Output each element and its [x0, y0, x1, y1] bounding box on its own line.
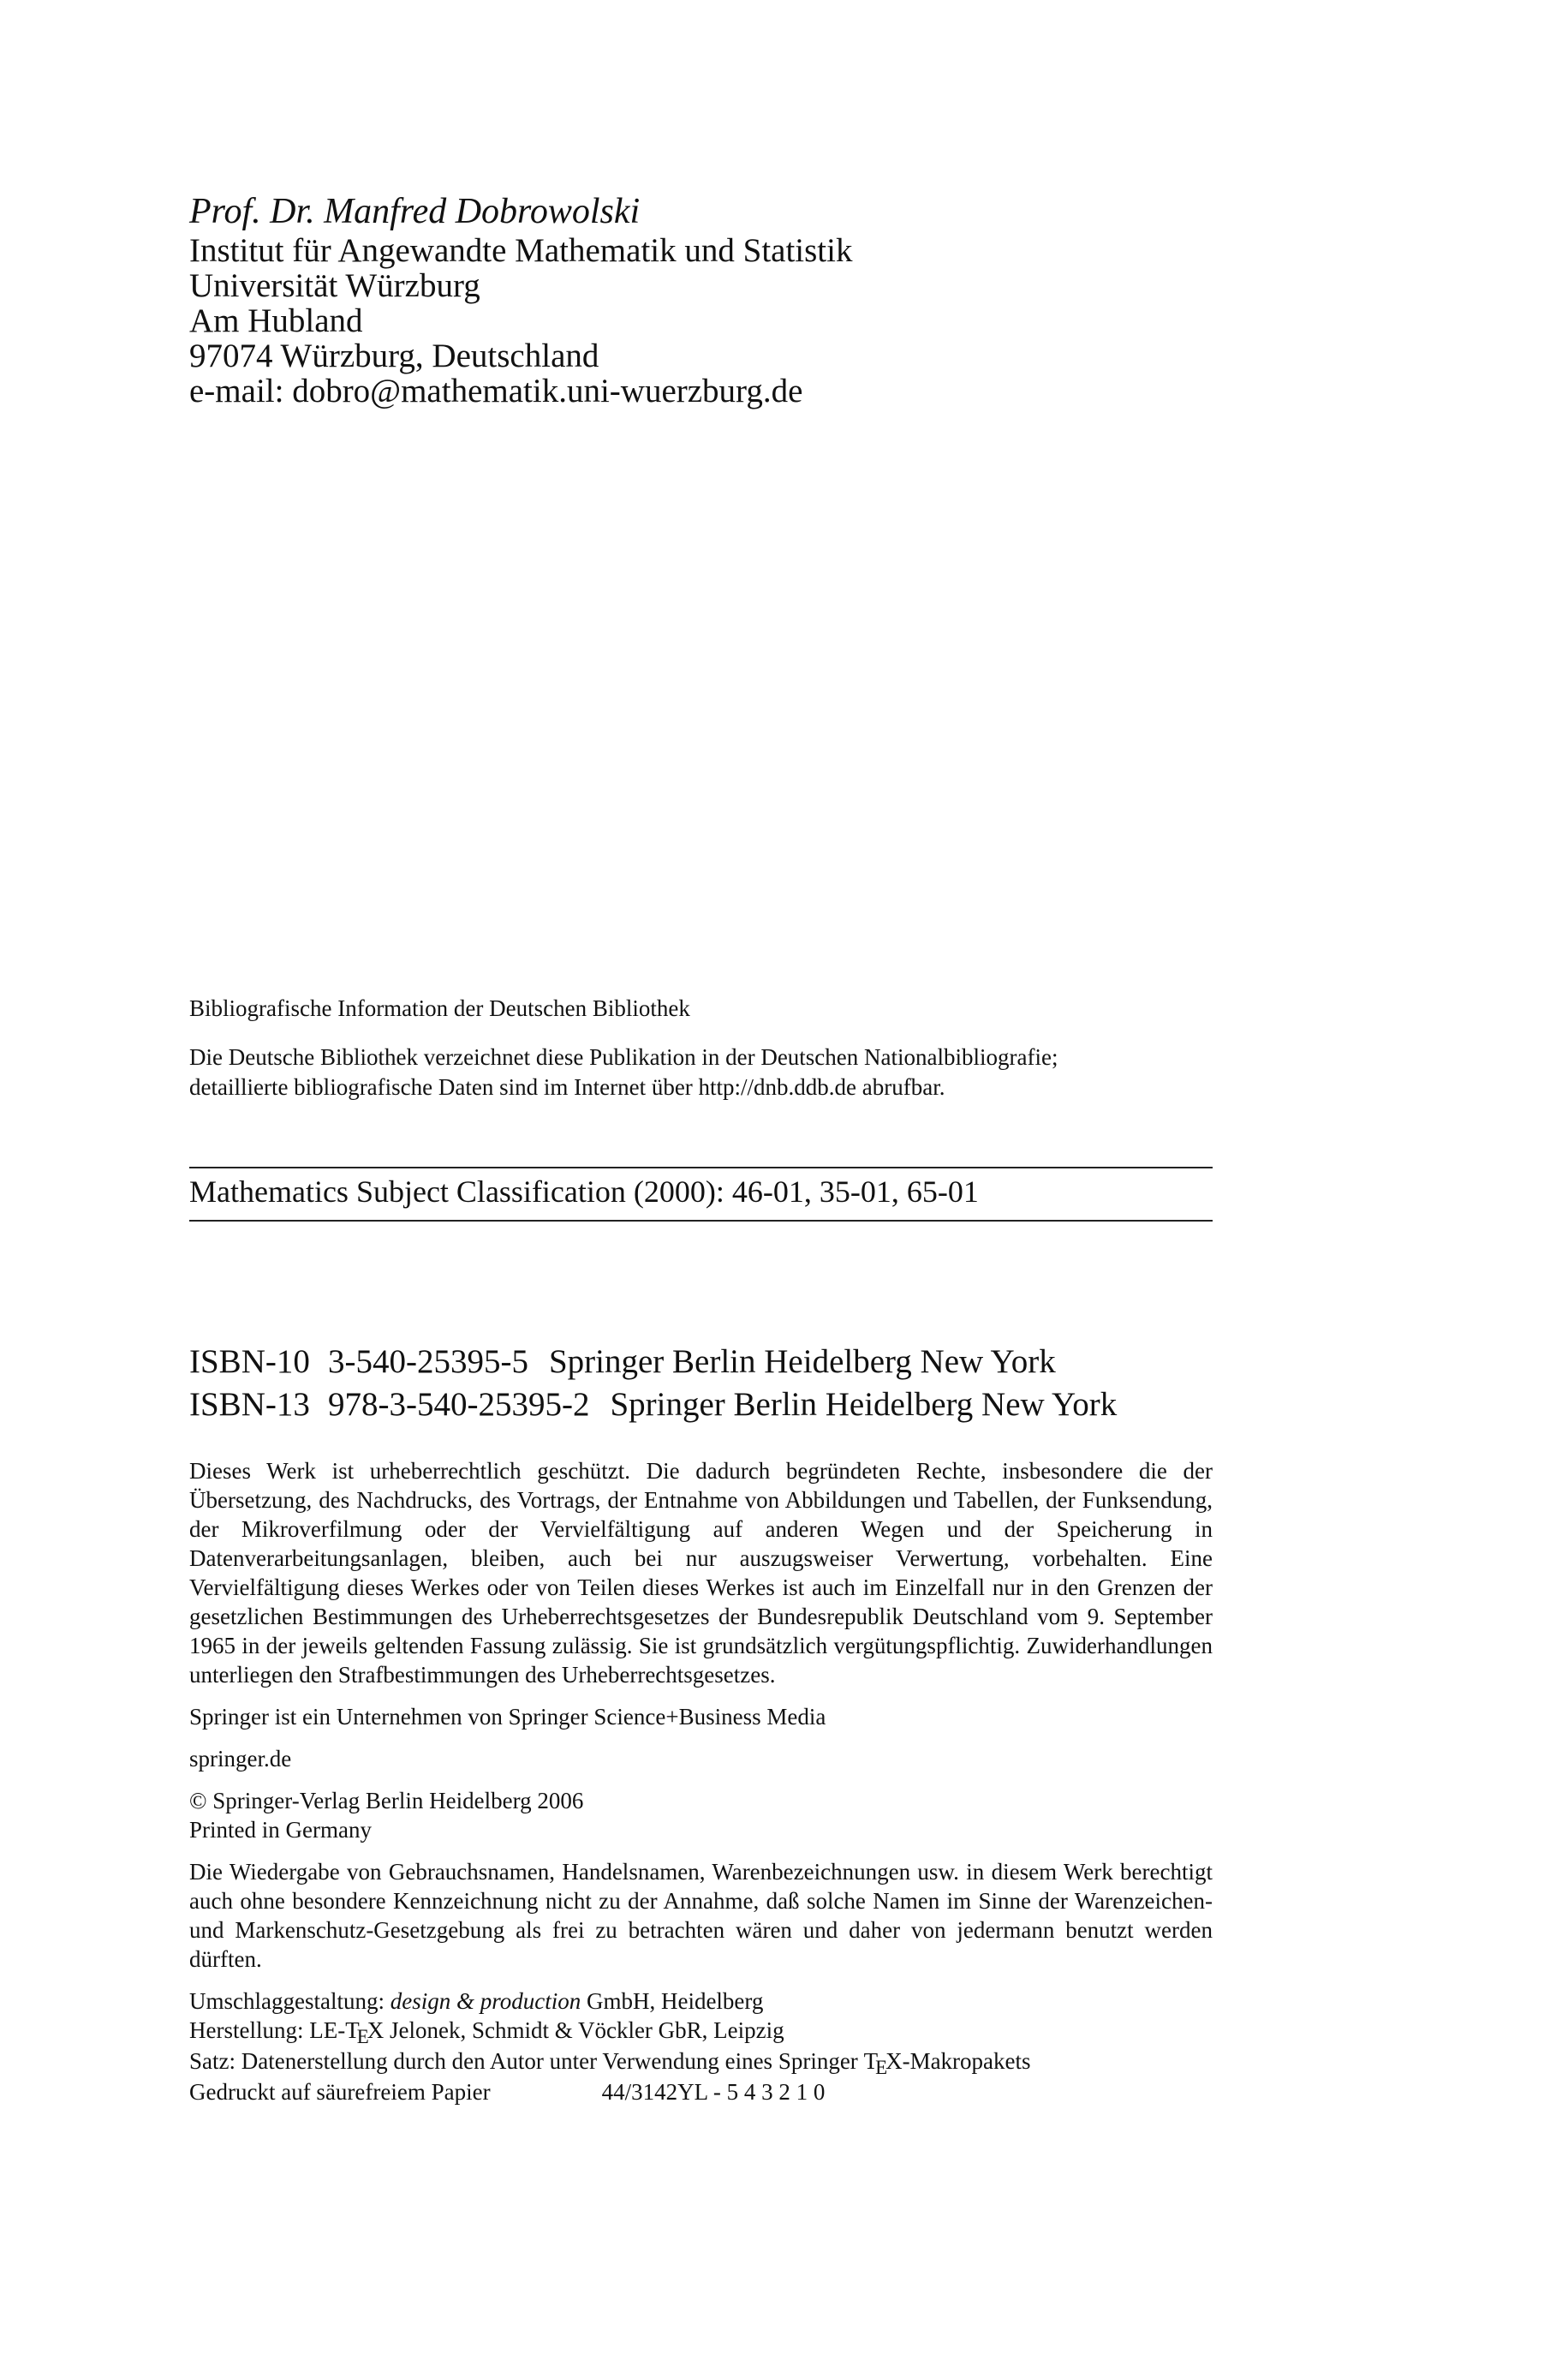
isbn-10-row [189, 1341, 1217, 1383]
author-street: Am Hubland [189, 302, 363, 339]
isbn-10-label: ISBN-10 [189, 1343, 310, 1380]
copyright-block [189, 1786, 1213, 1844]
isbn-block [189, 1341, 1217, 1426]
paper-line: Gedruckt auf säurefreiem Papier 44/3142YL - 5 4 3 2 1 0 [189, 2079, 826, 2105]
trademark-notice: Die Wiedergabe von Gebrauchsnamen, Handelsnamen, Warenbezeichnungen usw. in diesem Werk berechtigt auch ohne besondere Kennzeichnung nicht zu der Annahme, daß solche Namen im Sinne der Warenzeichen- und Markenschutz-Gesetzgebung als frei zu betrachten wären und daher von jedermann benutzt werden dürften. [189, 1859, 1213, 1972]
print-code: 44/3142YL - 5 4 3 2 1 0 [601, 2079, 826, 2105]
isbn-13-label: ISBN-13 [189, 1386, 310, 1423]
author-institute: Institut für Angewandte Mathematik und Statistik [189, 232, 853, 269]
biblio-heading: Bibliografische Information der Deutschen Bibliothek [189, 995, 690, 1021]
copyright-notice: Dieses Werk ist urheberrechtlich geschützt. Die dadurch begründeten Rechte, insbesondere die der Übersetzung, des Nachdrucks, des Vortrags, der Entnahme von Abbildungen und Tabellen, der Funksendung, der Mikroverfilmung oder der Vervielfältigung auf anderen Wegen und der Speicherung in Datenverarbeitungsanlagen, bleiben, auch bei nur auszugsweiser Verwertung, vorbehalten. Eine Vervielfältigung dieses Werkes oder von Teilen dieses Werkes ist auch im Einzelfall nur in den Grenzen der gesetzlichen Bestimmungen des Urheberrechtsgesetzes der Bundesrepublik Deutschland vom 9. September 1965 in der jeweils geltenden Fassung zulässig. Sie ist grundsätzlich vergütungspflichtig. Zuwiderhandlungen unterliegen den Strafbestimmungen des Urheberrechtsgesetzes. [189, 1458, 1213, 1688]
isbn-13-number: 978-3-540-25395-2 [328, 1386, 590, 1423]
production-line: Herstellung: $LE-T_EX$ Jelonek, Schmidt & Vöckler GbR, Leipzig [189, 2017, 784, 2047]
cover-design-line: Umschlaggestaltung: design & production GmbH, Heidelberg [189, 1988, 764, 2014]
copyright-line: © Springer-Verlag Berlin Heidelberg 2006 [189, 1788, 584, 1813]
author-name: Prof. Dr. Manfred Dobrowolski [189, 192, 641, 231]
biblio-line-1: Die Deutsche Bibliothek verzeichnet diese Publikation in der Deutschen Nationalbibliografie; [189, 1044, 1058, 1070]
legal-notices [189, 1456, 1213, 2119]
author-city: 97074 Würzburg, Deutschland [189, 338, 599, 374]
website: springer.de [189, 1746, 292, 1772]
msc-classification: Mathematics Subject Classification (2000): 46-01, 35-01, 65-01 [189, 1174, 979, 1209]
msc-top-rule [189, 1167, 1213, 1168]
bibliographic-info [189, 994, 1217, 1102]
springer-company: Springer ist ein Unternehmen von Springer Science+Business Media [189, 1704, 826, 1730]
msc-bottom-rule [189, 1220, 1213, 1222]
imprint-block [189, 1987, 1213, 2106]
printed-in: Printed in Germany [189, 1817, 372, 1843]
isbn-10-number: 3-540-25395-5 [328, 1343, 528, 1380]
author-address [189, 190, 1217, 409]
isbn-13-row [189, 1383, 1217, 1426]
author-email: e-mail: dobro@mathematik.uni-wuerzburg.de [189, 373, 803, 409]
isbn-10-publisher: Springer Berlin Heidelberg New York [548, 1343, 1056, 1380]
cover-design-name: design & production [390, 1988, 581, 2014]
biblio-line-2: detaillierte bibliografische Daten sind im Internet über http://dnb.ddb.de abrufbar. [189, 1074, 945, 1100]
isbn-13-publisher: Springer Berlin Heidelberg New York [610, 1386, 1118, 1423]
typesetting-line: Satz: Datenerstellung durch den Autor unter Verwendung eines Springer $T_EX$-Makropakets [189, 2048, 1031, 2078]
author-university: Universität Würzburg [189, 267, 480, 304]
